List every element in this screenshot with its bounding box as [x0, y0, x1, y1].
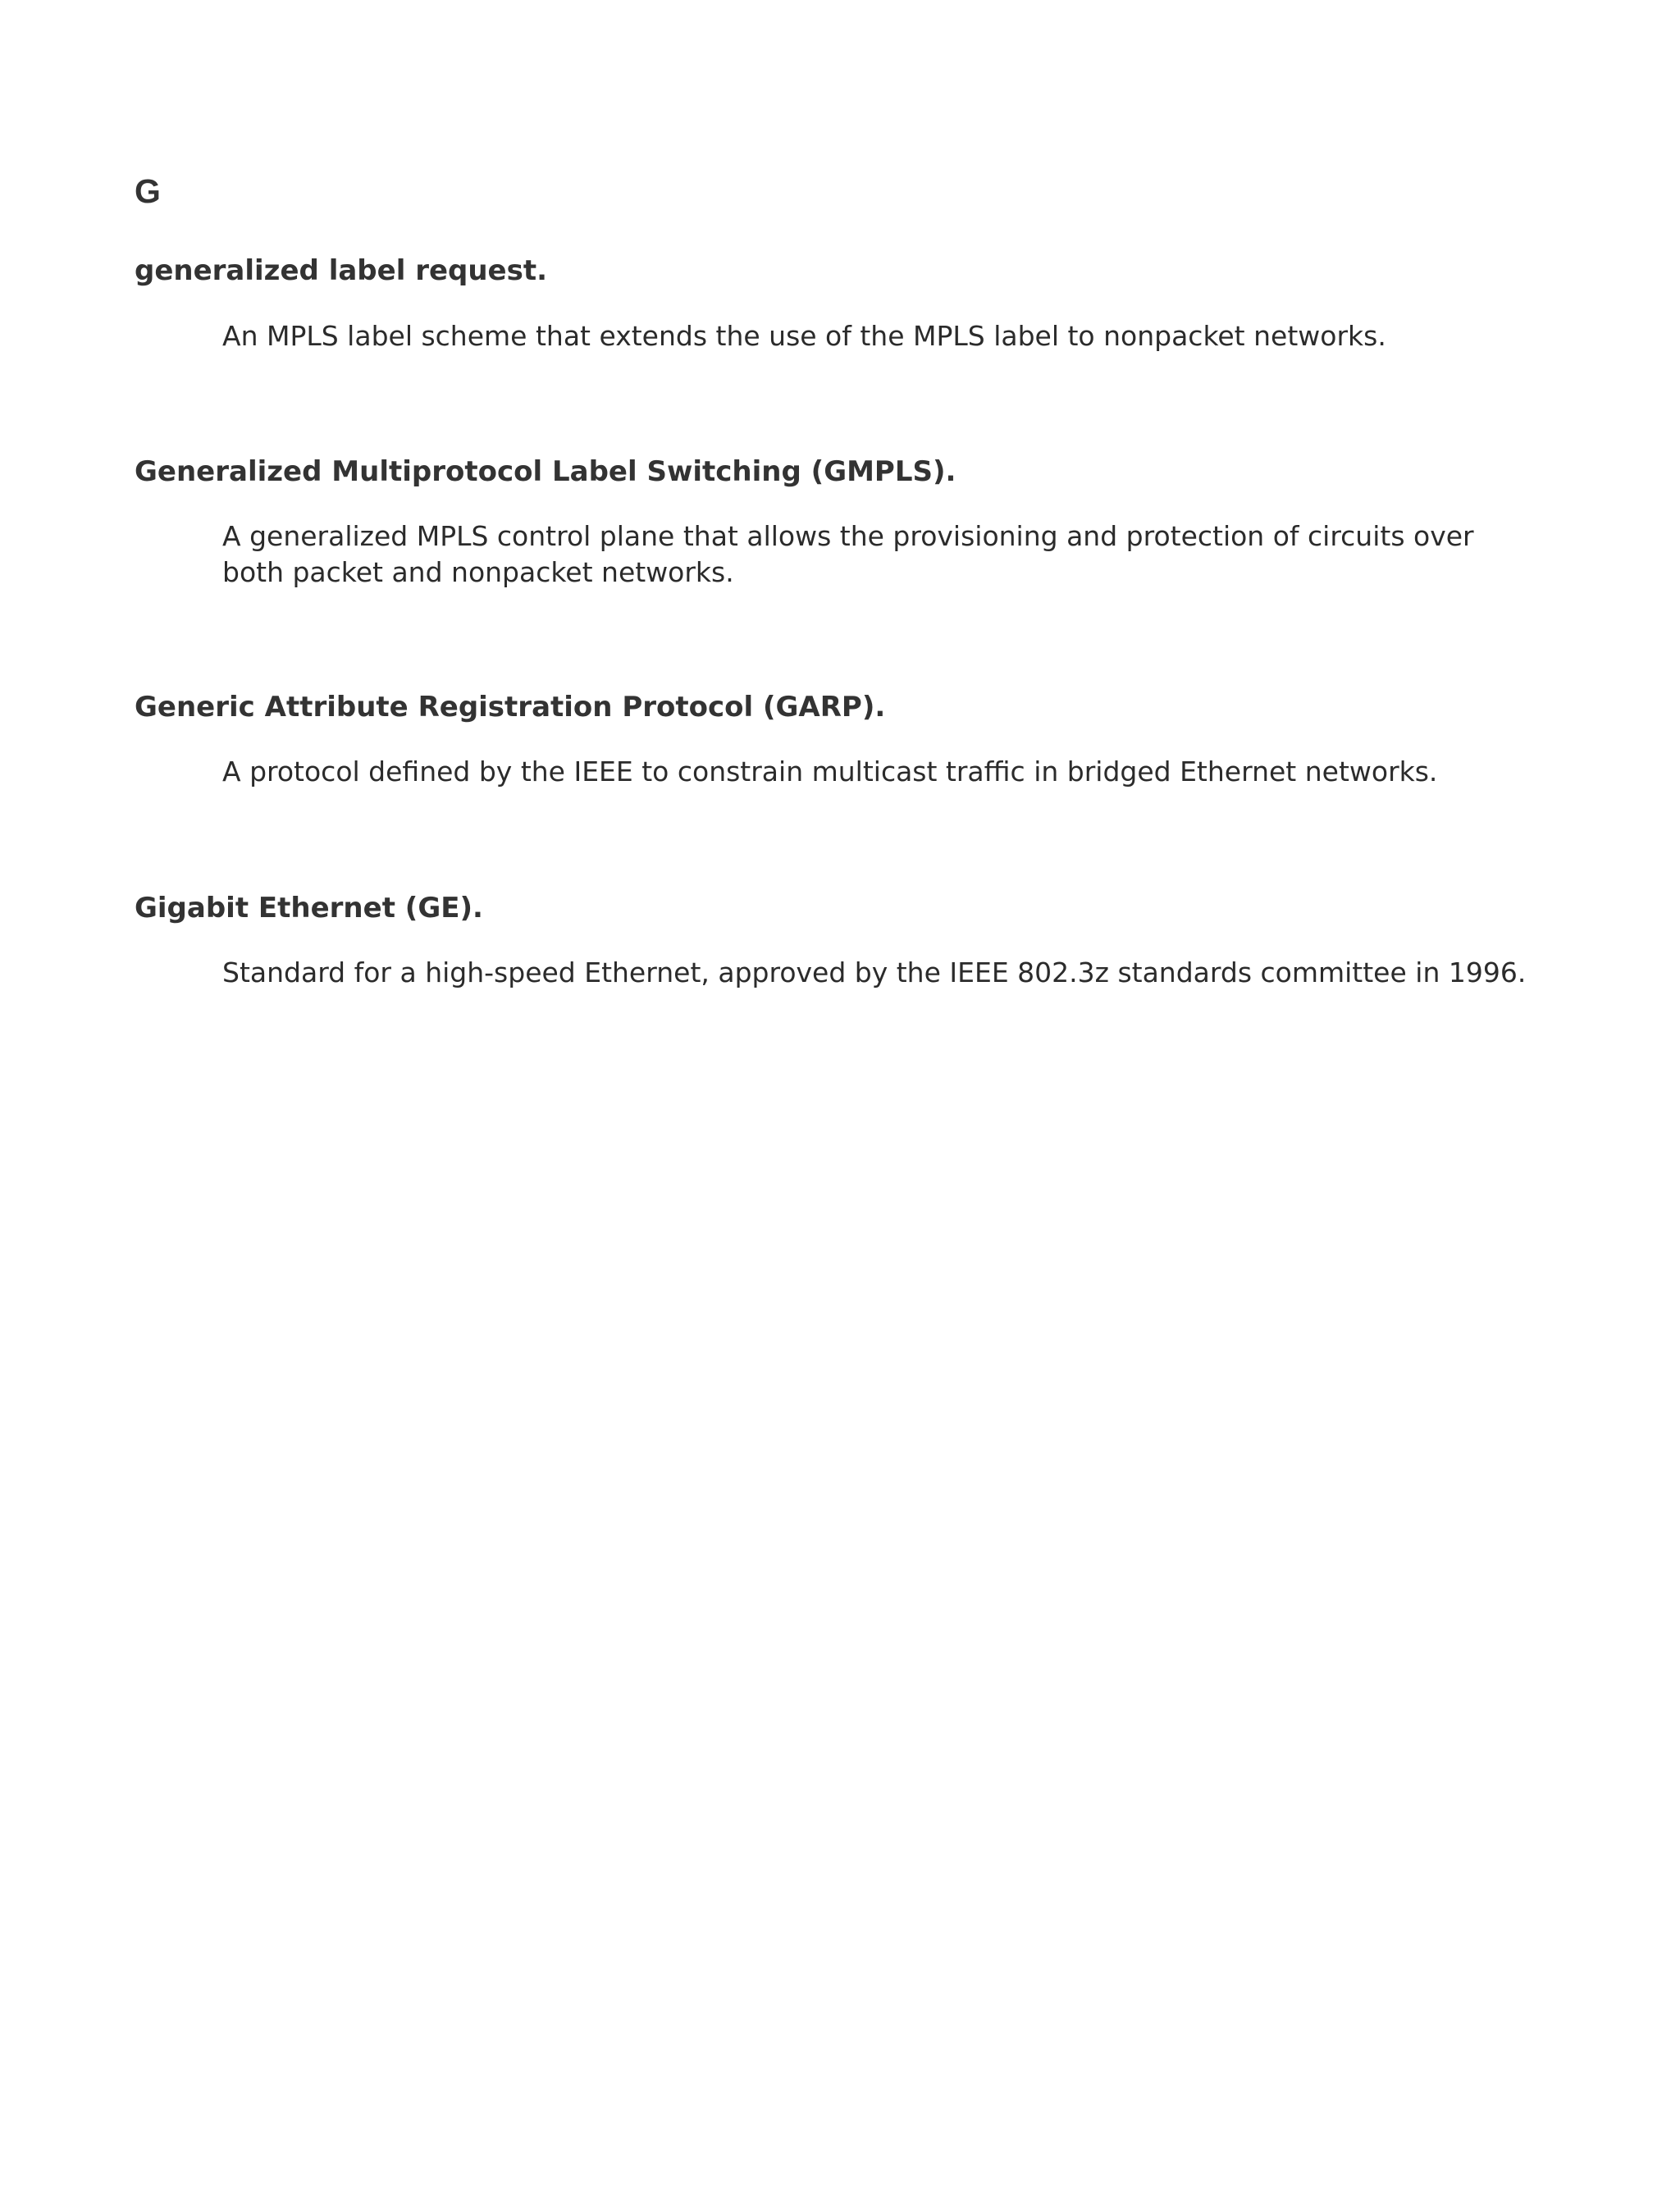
glossary-definition: An MPLS label scheme that extends the use of the MPLS label to nonpacket networks. [222, 320, 1386, 352]
glossary-term: generalized label request. [135, 254, 548, 287]
glossary-term: Generic Attribute Registration Protocol (GARP). [135, 691, 886, 724]
glossary-definition: Standard for a high-speed Ethernet, approved by the IEEE 802.3z standards committee in 1996. [222, 956, 1527, 988]
glossary-term: Generalized Multiprotocol Label Switching (GMPLS). [135, 455, 956, 488]
glossary-term: Gigabit Ethernet (GE). [135, 892, 483, 924]
glossary-definition: A generalized MPLS control plane that allows the provisioning and protection of circuits over both packet and nonpacket networks. [222, 520, 1474, 588]
section-letter-heading: G [135, 172, 161, 210]
glossary-definition: A protocol defined by the IEEE to constrain multicast traffic in bridged Ethernet networks. [222, 756, 1438, 788]
